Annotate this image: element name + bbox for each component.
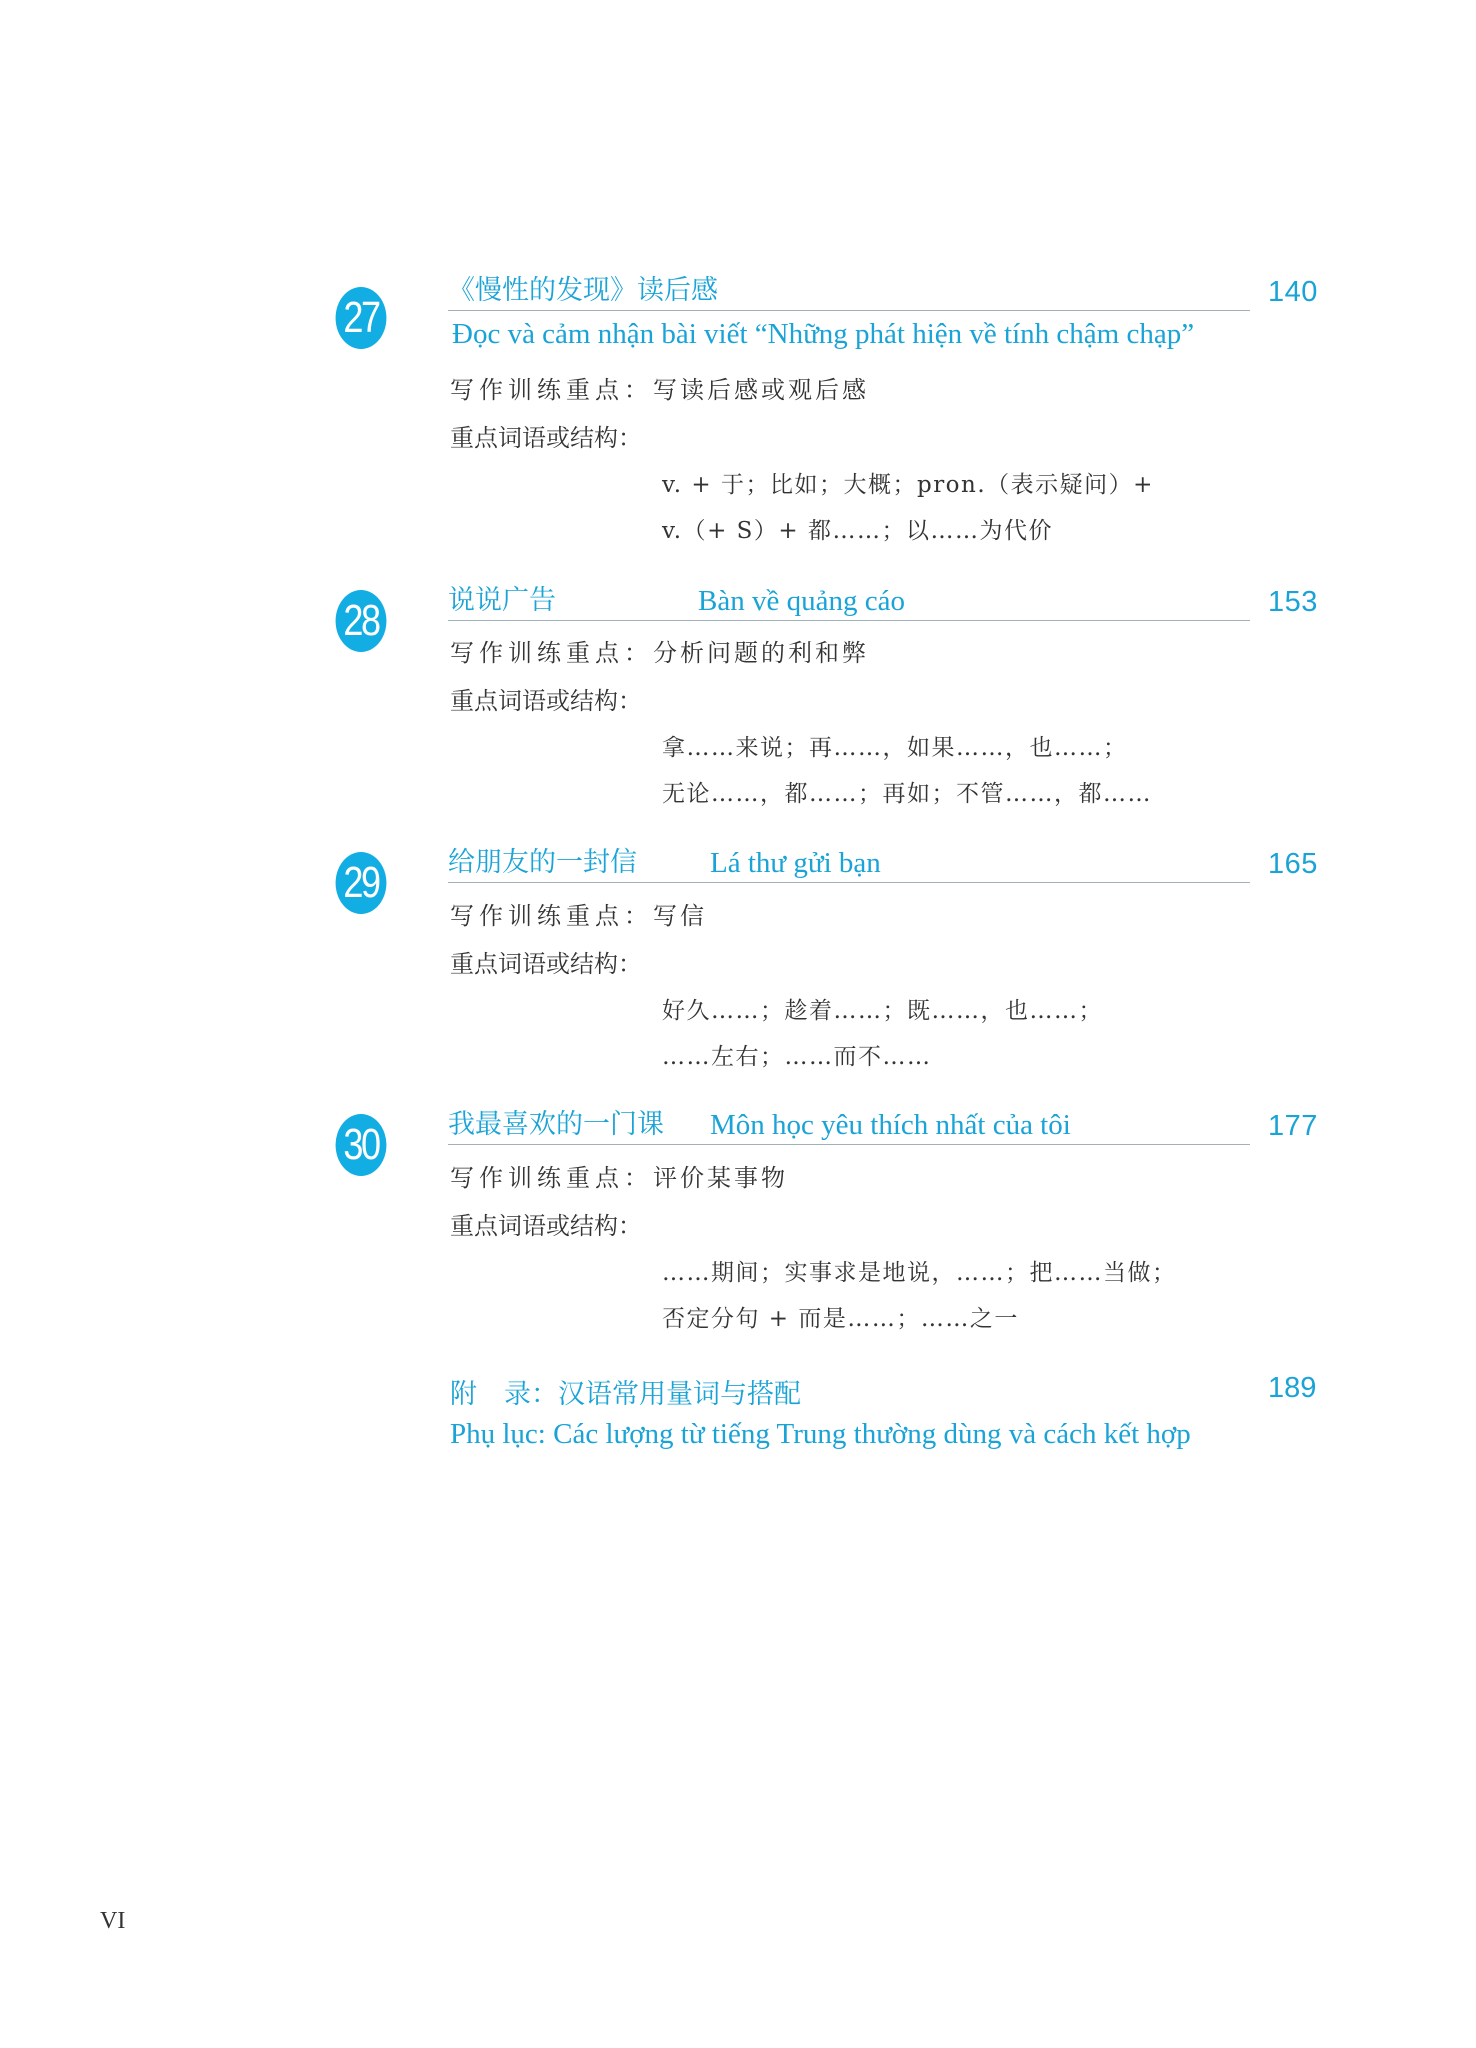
lesson-title-vi[interactable]: Môn học yêu thích nhất của tôi <box>710 1109 1071 1141</box>
lesson-title-row[interactable] <box>448 268 1250 311</box>
key-vocab-line: ……左右；……而不…… <box>662 1044 932 1070</box>
appendix-title-cn[interactable]: 附 录：汉语常用量词与搭配 <box>450 1379 801 1410</box>
lesson-number-badge: 29 <box>336 852 387 914</box>
lesson-title-vi[interactable]: Bàn về quảng cáo <box>698 585 905 617</box>
lesson-title-cn[interactable]: 我最喜欢的一门课 <box>448 1109 664 1140</box>
writing-focus-label: 写作训练重点： <box>450 1164 653 1192</box>
key-vocab-label: 重点词语或结构： <box>450 687 642 715</box>
key-vocab-label: 重点词语或结构： <box>450 424 642 452</box>
lesson-number-badge: 27 <box>336 287 387 349</box>
key-vocab-line: v. + 于；比如；大概；pron.（表示疑问）+ <box>662 472 1154 498</box>
lesson-title-row[interactable] <box>448 578 1250 621</box>
page-number[interactable]: 153 <box>1268 586 1318 618</box>
writing-focus-value: 分析问题的利和弊 <box>653 639 869 667</box>
page-number[interactable]: 140 <box>1268 276 1318 308</box>
writing-focus-label: 写作训练重点： <box>450 902 653 930</box>
writing-focus-label: 写作训练重点： <box>450 639 653 667</box>
writing-focus-value: 评价某事物 <box>653 1164 788 1192</box>
appendix-page-number[interactable]: 189 <box>1268 1372 1317 1404</box>
lesson-title-cn[interactable]: 《慢性的发现》读后感 <box>448 275 718 306</box>
appendix-title-vi[interactable]: Phụ lục: Các lượng từ tiếng Trung thường dùng và cách kết hợp <box>450 1418 1191 1450</box>
writing-focus-label: 写作训练重点： <box>450 376 653 404</box>
key-vocab-label: 重点词语或结构： <box>450 950 642 978</box>
key-vocab-line: 拿……来说；再……，如果……，也……； <box>662 735 1128 761</box>
page-number[interactable]: 177 <box>1268 1110 1318 1142</box>
page-folio: VI <box>100 1908 126 1934</box>
page-number[interactable]: 165 <box>1268 848 1318 880</box>
lesson-number-badge: 30 <box>336 1114 387 1176</box>
lesson-title-row[interactable] <box>448 1102 1250 1145</box>
writing-focus <box>450 633 869 668</box>
key-vocab-label: 重点词语或结构： <box>450 1212 642 1240</box>
writing-focus-value: 写信 <box>653 902 707 930</box>
key-vocab-line: 好久……；趁着……；既……，也……； <box>662 998 1103 1024</box>
writing-focus <box>450 896 707 931</box>
lesson-title-vi[interactable]: Lá thư gửi bạn <box>710 847 881 879</box>
key-vocab-line: 无论……，都……；再如；不管……，都…… <box>662 781 1152 807</box>
lesson-title-row[interactable] <box>448 840 1250 883</box>
lesson-number-badge: 28 <box>336 590 387 652</box>
writing-focus-value: 写读后感或观后感 <box>653 376 869 404</box>
lesson-title-vi[interactable]: Đọc và cảm nhận bài viết “Những phát hiện về tính chậm chạp” <box>452 318 1195 350</box>
lesson-title-cn[interactable]: 说说广告 <box>448 585 556 616</box>
lesson-title-cn[interactable]: 给朋友的一封信 <box>448 847 637 878</box>
key-vocab-line: ……期间；实事求是地说，……；把……当做； <box>662 1260 1177 1286</box>
key-vocab-line: 否定分句 + 而是……；……之一 <box>662 1306 1019 1332</box>
writing-focus <box>450 1158 788 1193</box>
key-vocab-line: v.（+ S）+ 都……；以……为代价 <box>662 518 1053 544</box>
writing-focus <box>450 370 869 405</box>
